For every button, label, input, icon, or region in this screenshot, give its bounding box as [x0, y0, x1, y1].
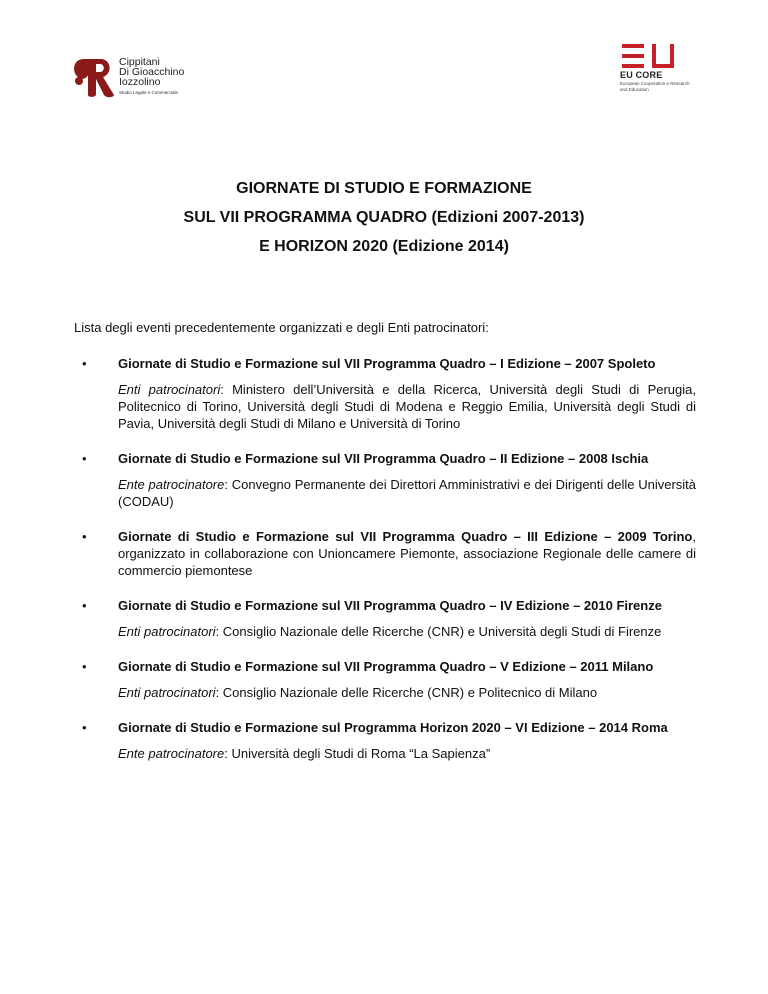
- bullet-icon: •: [82, 598, 87, 613]
- bullet-icon: •: [82, 720, 87, 735]
- cippitani-logo: [70, 55, 200, 100]
- list-item: [74, 450, 696, 510]
- event-title: [118, 355, 696, 372]
- eu-core-tagline: European Cooperation e Research and Education: [620, 81, 690, 92]
- eu-core-name: EU CORE: [620, 70, 663, 80]
- sponsors-label: Ente patrocinatore: [118, 746, 225, 761]
- event-list: [74, 355, 696, 780]
- title-line-3: E HORIZON 2020 (Edizione 2014): [259, 238, 509, 255]
- list-item: [74, 719, 696, 762]
- event-sponsors: [118, 381, 696, 432]
- list-item: [74, 597, 696, 640]
- event-title: [118, 450, 696, 467]
- logo-line-3: Iozzolino: [119, 76, 161, 88]
- sponsors-label: Enti patrocinatori: [118, 382, 221, 397]
- logo-line-1: Cippitani: [119, 56, 160, 68]
- eu-core-mark-icon: [622, 44, 676, 68]
- bullet-icon: •: [82, 356, 87, 371]
- sponsors-text: : Consiglio Nazionale delle Ricerche (CNR) e Università degli Studi di Firenze: [215, 624, 662, 639]
- title-line-1: GIORNATE DI STUDIO E FORMAZIONE: [236, 180, 532, 197]
- list-item: [74, 528, 696, 579]
- event-title-text: Giornate di Studio e Formazione sul VII Programma Quadro – V Edizione – 2011 Milano: [118, 659, 654, 674]
- sponsors-text: : Consiglio Nazionale delle Ricerche (CNR) e Politecnico di Milano: [215, 685, 598, 700]
- event-title: [118, 528, 696, 579]
- sponsors-label: Ente patrocinatore: [118, 477, 225, 492]
- bullet-icon: •: [82, 451, 87, 466]
- sponsors-text: : Ministero dell’Università e della Ricerca, Università degli Studi di Perugia, Politecnico di Torino, Università degli Studi di Modena e Reggio Emilia, Università degli Studi di Pavia, Università degli Studi di Milano e Università di Torino: [118, 382, 696, 431]
- event-sponsors: [118, 684, 696, 701]
- sponsors-label: Enti patrocinatori: [118, 624, 216, 639]
- event-title-text: Giornate di Studio e Formazione sul VII Programma Quadro – I Edizione – 2007 Spoleto: [118, 356, 656, 371]
- title-line-2: SUL VII PROGRAMMA QUADRO (Edizioni 2007-2013): [183, 209, 585, 226]
- list-item: [74, 658, 696, 701]
- event-title: [118, 597, 696, 614]
- list-item: [74, 355, 696, 432]
- eu-core-logo: [620, 44, 710, 99]
- intro-text: Lista degli eventi precedentemente organizzati e degli Enti patrocinatori:: [74, 320, 489, 335]
- event-sponsors: [118, 745, 696, 762]
- event-title-text: Giornate di Studio e Formazione sul VII Programma Quadro – IV Edizione – 2010 Firenze: [118, 598, 662, 613]
- cippitani-logo-mark-icon: [70, 55, 116, 99]
- sponsors-text: : Università degli Studi di Roma “La Sapienza”: [224, 746, 491, 761]
- event-title-text: Giornate di Studio e Formazione sul VII Programma Quadro – III Edizione – 2009 Torino: [118, 529, 693, 544]
- sponsors-label: Enti patrocinatori: [118, 685, 216, 700]
- event-sponsors: [118, 476, 696, 510]
- event-title: [118, 658, 696, 675]
- bullet-icon: •: [82, 529, 87, 544]
- event-title-rest: , organizzato in collaborazione con Unioncamere Piemonte, associazione Regionale delle camere di commercio piemontese: [118, 529, 696, 578]
- event-title-text: Giornate di Studio e Formazione sul Programma Horizon 2020 – VI Edizione – 2014 Roma: [118, 720, 668, 735]
- bullet-icon: •: [82, 659, 87, 674]
- event-title-text: Giornate di Studio e Formazione sul VII Programma Quadro – II Edizione – 2008 Ischia: [118, 451, 649, 466]
- logo-line-2: Di Gioacchino: [119, 66, 185, 78]
- event-title: [118, 719, 696, 736]
- logo-tagline: Studio Legale e Commerciale: [119, 90, 179, 95]
- sponsors-text: : Convegno Permanente dei Direttori Amministrativi e dei Dirigenti delle Università (CODAU): [118, 477, 697, 509]
- event-sponsors: [118, 623, 696, 640]
